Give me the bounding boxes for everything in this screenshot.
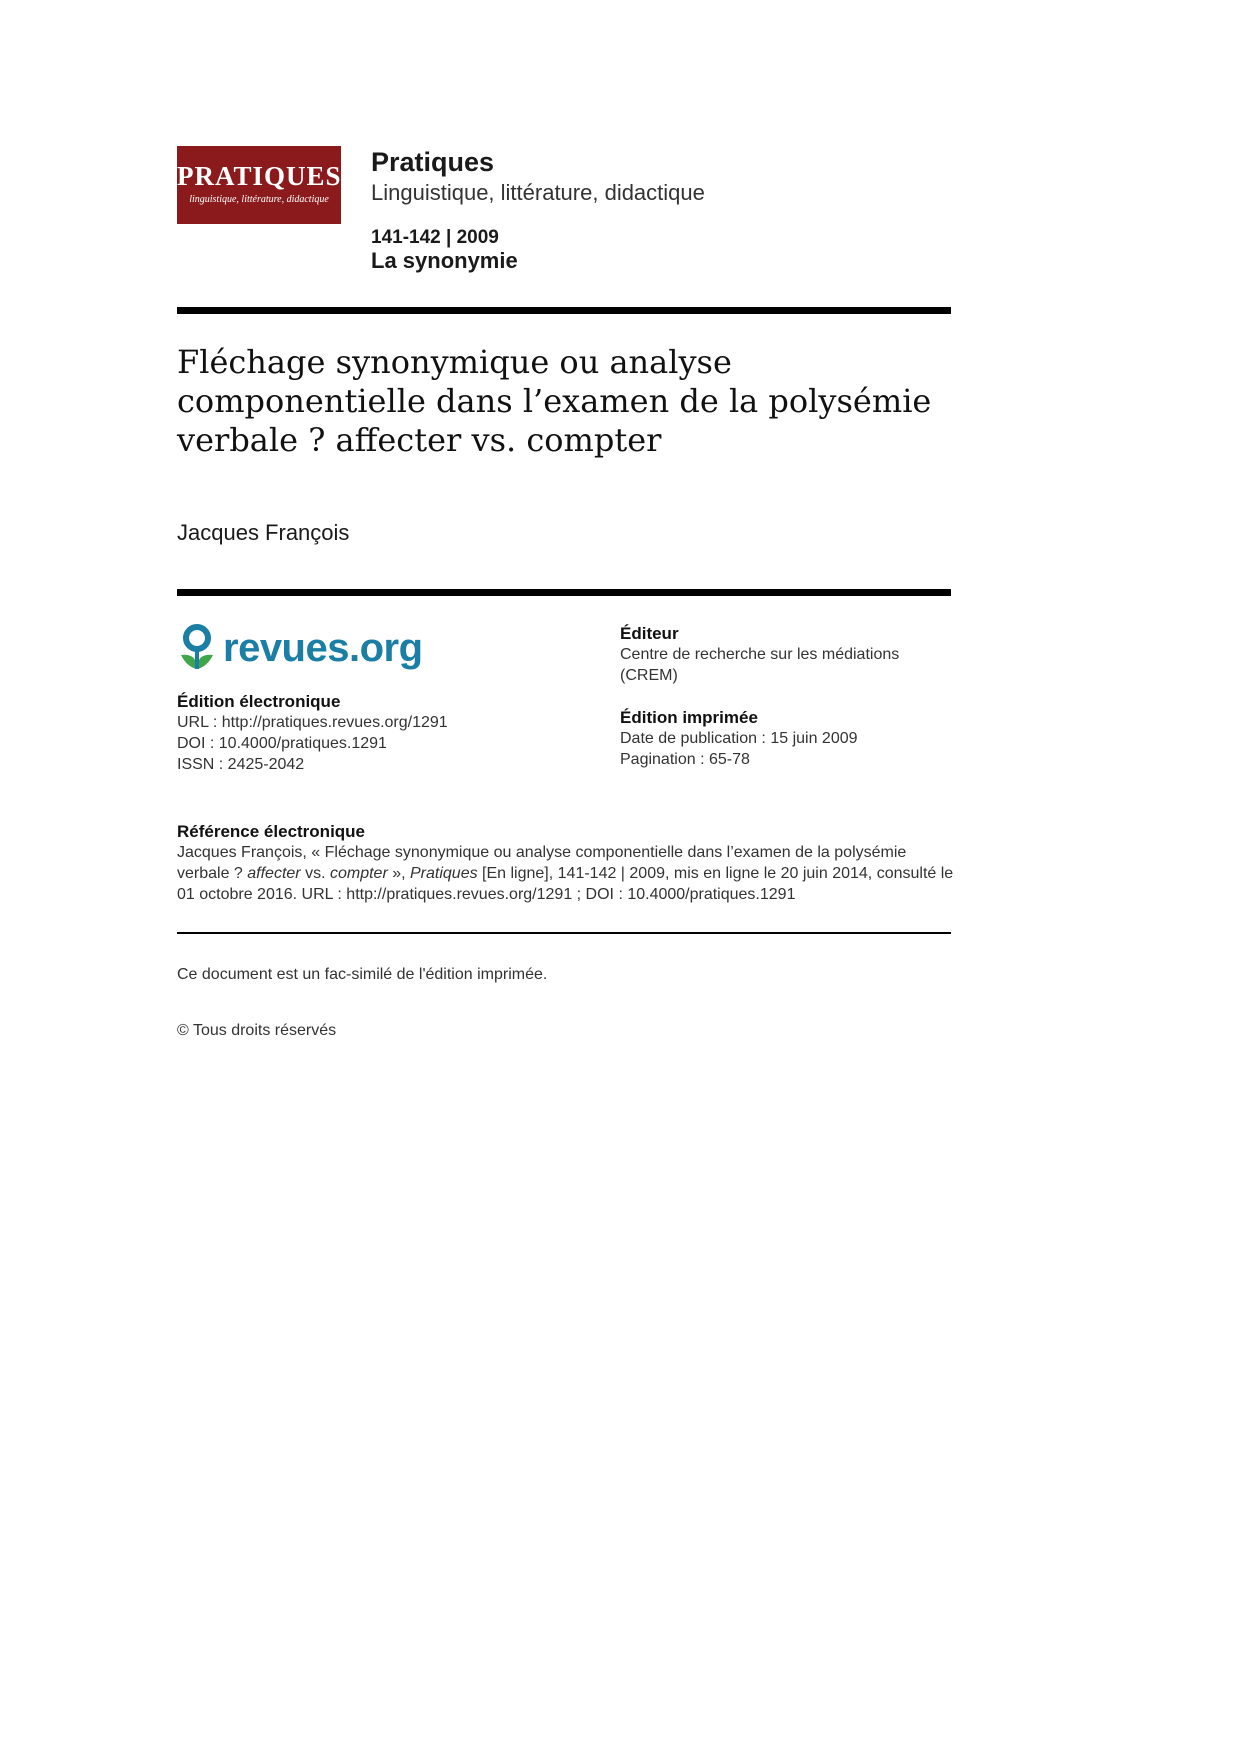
journal-name: Pratiques [371,147,495,177]
issue-number: 141-142 | 2009 [371,227,499,248]
facsimile-notice: Ce document est un fac-similé de l'édition imprimée. [177,966,548,983]
article-title: Fléchage synonymique ou analyse componentielle dans l’examen de la polysémie verbale ? affecter vs. compter [177,343,932,459]
article-author: Jacques François [177,520,350,545]
logo-subtitle: linguistique, littérature, didactique [189,194,329,205]
revues-flower-icon [177,623,217,673]
printed-edition-date: Date de publication : 15 juin 2009 [620,730,858,747]
electronic-edition-heading: Édition électronique [177,692,341,711]
publisher-name-line2: (CREM) [620,667,678,684]
rights-notice: © Tous droits réservés [177,1022,337,1039]
electronic-edition-issn: ISSN : 2425-2042 [177,756,305,773]
printed-edition-block [620,707,950,770]
issue-title: La synonymie [371,248,518,273]
revues-wordmark: revues.org [223,626,423,670]
journal-logo [177,146,341,224]
reference-text [177,842,957,905]
electronic-reference-block [177,821,957,905]
electronic-edition-block [177,691,597,775]
bottom-divider [177,932,951,934]
top-divider [177,307,951,314]
printed-edition-heading: Édition imprimée [620,708,758,727]
reference-italic-affecter: affecter [247,865,301,882]
middle-divider [177,589,951,596]
reference-part4: [En ligne], 141-142 | 2009, mis en ligne le 20 juin 2014, consulté le 01 octobre 2016. URL : http://pratiques.revues.org/1291 ; DOI : 10.4000/pratiques.1291 [177,865,954,903]
reference-heading: Référence électronique [177,822,366,841]
reference-part3: », [387,865,410,882]
publisher-block [620,623,950,770]
electronic-edition-url[interactable]: URL : http://pratiques.revues.org/1291 [177,714,448,731]
electronic-edition-doi[interactable]: DOI : 10.4000/pratiques.1291 [177,735,387,752]
printed-edition-pagination: Pagination : 65-78 [620,751,750,768]
publisher-name-line1: Centre de recherche sur les médiations [620,646,900,663]
reference-italic-compter: compter [329,865,388,882]
reference-italic-pratiques: Pratiques [410,865,478,882]
reference-part2: vs. [300,865,330,882]
logo-title: PRATIQUES [177,161,342,191]
publisher-heading: Éditeur [620,624,679,643]
journal-subtitle: Linguistique, littérature, didactique [371,180,705,205]
reference-part1: Jacques François, « Fléchage synonymique ou analyse componentielle dans l’examen de la polysémie verbale ? [177,844,907,882]
revues-logo[interactable] [177,622,423,674]
